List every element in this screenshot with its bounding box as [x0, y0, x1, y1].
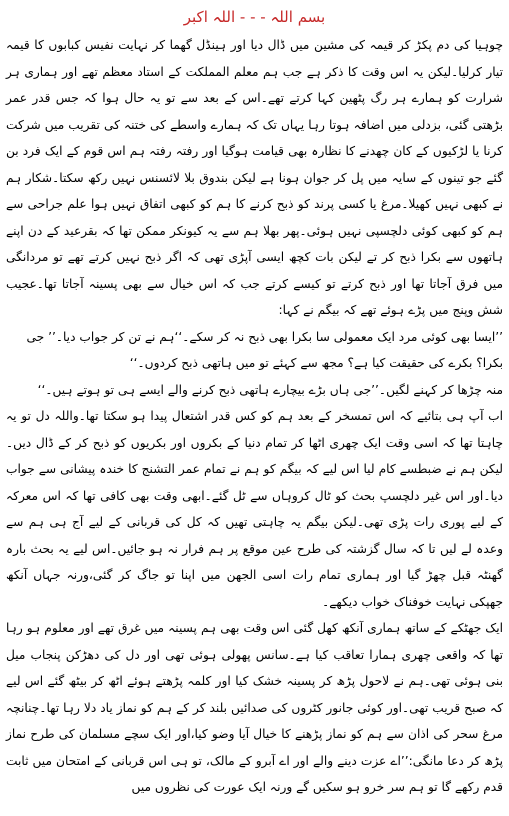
paragraph-3: منہ چڑھا کر کہنے لگیں۔’’جی ہاں بڑے بیچارے ہاتھی ذبح کرنے والے ایسے ہی تو ہوتے ہیں۔‘‘	[37, 382, 503, 397]
paragraph-5: ایک جھٹکے کے ساتھ ہماری آنکھ کھل گئی اس وقت بھی ہم پسینہ میں غرق تھے اور معلوم ہو رہا تھا کہ واقعی چھری ہمارا تعاقب کیا ہے۔سانس پھولی ہوئی تھی اور دل کی دھڑکن پنجاب میل بنی ہوئی تھی۔ہم نے لاحول پڑھ کر پسینہ خشک کیا اور کلمہ پڑھتے ہوئے اٹھ کر بیٹھ گئے اس لیے کہ صبح قریب تھی۔اور کوئی جانور کٹروں کی صدائیں بلند کر کے ہم کو نماز یاد دلا رہا تھا۔چنانچہ مرغ سحر کی اذان سے ہم کو نماز پڑھنے کا خیال آیا وضو کیا،اور ایک سچے مسلمان کی طرح نماز پڑھ کر دعا مانگی:’’اے عزت دینے والے اور اے آبرو کے مالک، تو ہی اس قربانی کے امتحان میں ثابت قدم رکھے گا تو ہم سر خرو ہو سکیں گے ورنہ ایک عورت کی نظروں میں	[6, 621, 503, 794]
page-heading: بسم اللہ - - - اللہ اکبر	[183, 8, 326, 26]
paragraph-4: اب آپ ہی بتائیے کہ اس تمسخر کے بعد ہم کو کس قدر اشتعال پیدا ہو سکتا تھا۔واللہ دل تو یہ چاہتا تھا کہ اسی وقت ایک چھری اٹھا کر تمام دنیا کے بکروں اور بکریوں کو ذبح کر کے ڈال دیں۔لیکن ہم نے ضبطسے کام لیا اس لیے کہ بیگم کو ہم نے تمام عمر التشنج کا خندہ پیشانی سے جواب دیا۔اور اس غیر دلچسپ بحث کو ٹال کروہاں سے ٹل گئے۔ابھی وقت بھی کافی تھا کہ اس معرکہ کے لیے پوری رات پڑی تھی۔لیکن بیگم یہ چاہتی تھیں کہ کل کی قربانی کے لیے آج ہی ہم سے وعدہ لے لیں تا کہ سال گزشتہ کی طرح عین موقع پر ہم فرار نہ ہو جائیں۔اس لیے یہ بحث بارہ گھنٹہ قبل چھڑ گیا اور ہماری تمام رات اسی الجھن میں اپنا تو جاگ کر گئی،ورنہ جہاں آنکھ جھپکی نہایت خوفناک خواب دیکھے۔	[6, 409, 503, 609]
paragraph-2: ’’ایسا بھی کوئی مرد ایک معمولی سا بکرا بھی ذبح نہ کر سکے۔‘‘ہم نے تن کر جواب دیا۔’’ جی بکرا؟ بکرے کی حقیقت کیا ہے؟ مجھ سے کہئے تو میں ہاتھی ذبح کردوں۔‘‘	[26, 329, 503, 370]
paragraph-1: چوہیا کی دم پکڑ کر قیمہ کی مشین میں ڈال دیا اور ہینڈل گھما کر نہایت نفیس کبابوں کا قیمہ تیار کرلیا۔لیکن یہ اس وقت کا ذکر ہے جب ہم معلم المملکت کے استاد معظم تھے اور ہماری ہر شرارت کو ہمارے ہر رگ پٹھین کہا کرتے تھے۔اس کے بعد سے تو یہ حال ہوا کہ جس قدر عمر بڑھتی گئی، بزدلی میں اضافہ ہوتا رہا یہاں تک کہ ہمارے واسطے کی ختنہ کی تقریب میں شرکت کرنا یا لڑکیوں کے کان چھدنے کا نظارہ بھی قیامت ہوگیا اور رفتہ رفتہ ہم اس قوم کے ایک فرد بن گئے جو تینوں کے سایہ میں پل کر جوان ہونا ہے لیکن بندوق بلا لائسنس نہیں رکھ سکتا۔شکار ہم نے کبھی نہیں کھیلا۔مرغ یا کسی پرند کو ذبح کرنے کا ہم کو کبھی اتفاق نہیں ہوا علم جراحی سے ہم کو کبھی کوئی دلچسپی نہیں ہوئی۔پھر بھلا ہم سے یہ کیونکر ممکن تھا کہ بقرعید کے دن اپنے ہاتھوں سے بکرا ذبح کر تے لیکن بات کچھ ایسی آپڑی تھی کہ اگر ذبح نہیں کرتے تھے تو مردانگی میں فرق آجاتا تھا اور ذبح کرتے تو کیسے کرتے جب کہ اس خیال سے بھی پسینہ آجاتا تھا۔عجیب شش وپنج میں پڑے ہوئے تھے کہ بیگم نے کہا:	[6, 38, 503, 317]
